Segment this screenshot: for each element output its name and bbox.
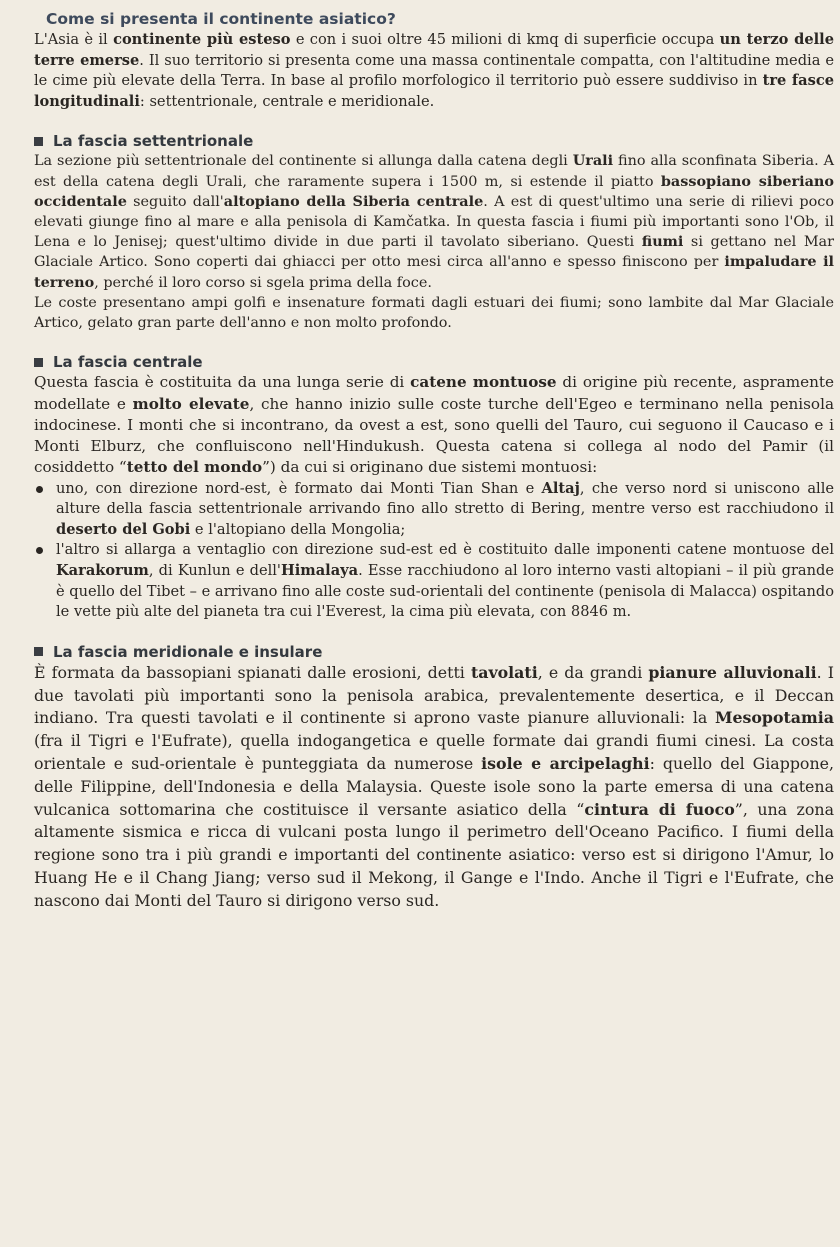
text-run: ”) da cui si originano due sistemi montuosi: (262, 458, 598, 477)
text-run: : quello del Giappone, delle Filippine, dell'Indonesia e della Malaysia. Queste isole sono la parte emersa di una catena vulcanica sottomarina che costituisce il versante asiatico della “ (34, 754, 834, 819)
bold-term: Karakorum (56, 562, 149, 580)
bold-term: deserto del Gobi (56, 520, 191, 538)
text-run: . I due tavolati più importanti sono la penisola arabica, prevalentemente desertica, e il Deccan indiano. Tra questi tavolati e il continente si aprono vaste pianure alluvionali: la (34, 662, 834, 728)
section-heading-text: La fascia settentrionale (53, 132, 254, 151)
square-bullet-icon (34, 358, 43, 367)
bold-term: Mesopotamia (714, 708, 834, 728)
bold-term: pianure alluvionali (648, 662, 817, 682)
section-heading-text: La fascia centrale (53, 353, 203, 372)
bold-term: tre fasce longitudinali (34, 72, 834, 110)
textbook-page (34, 10, 834, 913)
bold-term: tetto del mondo (126, 458, 263, 477)
section-south (34, 643, 834, 913)
text-run: l'altro si allarga a ventaglio con direzione sud-est ed è costituito dalle imponenti catene montuose del (56, 541, 834, 559)
list-item (34, 479, 834, 541)
mountain-systems-list (34, 479, 834, 623)
section-heading (34, 643, 834, 661)
bold-term: continente più esteso (113, 31, 291, 48)
text-run: seguito dall' (126, 193, 224, 210)
text-run: fino alla sconfinata Siberia. A est della catena degli Urali, che raramente supera i 1500 m, si estende il piatto (34, 153, 834, 190)
text-run: si gettano nel Mar Glaciale Artico. Sono coperti dai ghiacci per otto mesi circa all'anno e spesso finiscono per (34, 234, 835, 271)
list-item (34, 540, 834, 622)
bold-term: bassopiano siberiano occidentale (34, 172, 834, 210)
text-run: L'Asia è il (34, 31, 114, 48)
text-run: , che verso nord si uniscono alle alture della fascia settentrionale arrivando fino allo stretto di Bering, mentre verso est racchiudono il (56, 479, 835, 518)
text-run: e l'altopiano della Mongolia; (190, 520, 406, 538)
intro-paragraph (34, 30, 834, 112)
bold-term: un terzo delle terre emerse (34, 31, 834, 69)
bold-term: fiumi (641, 233, 684, 251)
bold-term: altopiano della Siberia centrale (223, 192, 484, 210)
square-bullet-icon (34, 137, 43, 146)
north-paragraph-1 (34, 151, 834, 292)
section-central (34, 353, 834, 623)
text-run: (fra il Tigri e l'Eufrate), quella indogangetica e quelle formate dai grandi fiumi cinesi. La costa orientale e sud-orientale è punteggiata da numerose (34, 731, 834, 774)
text-run: La sezione più settentrionale del continente si allunga dalla catena degli (34, 153, 573, 170)
intro-section (34, 10, 834, 112)
square-bullet-icon (34, 647, 43, 656)
text-run: di origine più recente, aspramente modellate e (34, 373, 835, 413)
question-title: Come si presenta il continente asiatico? (46, 10, 396, 28)
bold-term: Himalaya (280, 562, 359, 580)
south-paragraph-1 (34, 662, 834, 913)
round-bullet-icon (36, 486, 43, 493)
text-run: , perché il loro corso si sgela prima della foce. (94, 274, 432, 291)
section-north (34, 132, 834, 333)
bold-term: Urali (572, 152, 614, 170)
central-paragraph-1 (34, 372, 834, 478)
text-run: , e da grandi (537, 662, 649, 682)
text-run: . Esse racchiudono al loro interno vasti altopiani – il più grande è quello del Tibet – e arrivano fino alle coste sud-orientali del continente (penisola di Malacca) ospitando le vette più alte del pianeta tra cui l'Everest, la cima più elevata, con 8846 m. (56, 562, 834, 621)
text-run: , di Kunlun e dell' (148, 562, 281, 580)
section-heading (34, 353, 834, 371)
text-run: . Il suo territorio si presenta come una massa continentale compatta, con l'altitudine media e le cime più elevate della Terra. In base al profilo morfologico il territorio può essere suddiviso in (34, 51, 834, 90)
section-heading-text: La fascia meridionale e insulare (53, 642, 323, 661)
text-run: e con i suoi oltre 45 milioni di kmq di superficie occupa (290, 31, 720, 48)
north-paragraph-2: Le coste presentano ampi golfi e insenature formati dagli estuari dei fiumi; sono lambite dal Mar Glaciale Artico, gelato gran parte dell'anno e non molto profondo. (34, 294, 834, 331)
bold-term: impaludare il terreno (34, 253, 835, 291)
text-run: : settentrionale, centrale e meridionale. (139, 92, 435, 110)
bold-term: Altaj (541, 479, 580, 497)
text-run: . A est di quest'ultimo una serie di rilievi poco elevati giunge fino al mare e alla penisola di Kamčatka. In questa fascia i fiumi più importanti sono l'Ob, il Lena e lo Jenisej; quest'ultimo divide in due parti il tavolato siberiano. Questi (34, 193, 834, 251)
bold-term: tavolati (470, 662, 538, 682)
bold-term: molto elevate (132, 394, 250, 413)
text-run: Questa fascia è costituita da una lunga serie di (34, 373, 411, 392)
bold-term: catene montuose (410, 373, 557, 392)
round-bullet-icon (36, 547, 43, 554)
text-run: uno, con direzione nord-est, è formato dai Monti Tian Shan e (56, 479, 542, 497)
text-run: , che hanno inizio sulle coste turche dell'Egeo e terminano nella penisola indocinese. I monti che si incontrano, da ovest a est, sono quelli del Tauro, cui seguono il Caucaso e i Monti Elburz, che confluiscono nell'Hindukush. Questa catena si collega al nodo del Pamir (il cosiddetto “ (34, 394, 834, 477)
text-run: ”, una zona altamente sismica e ricca di vulcani posta lungo il perimetro dell'Oceano Pacifico. I fiumi della regione sono tra i più grandi e importanti del continente asiatico: verso est si dirigono l'Amur, lo Huang He e il Chang Jiang; verso sud il Mekong, il Gange e l'Indo. Anche il Tigri e l'Eufrate, che nascono dai Monti del Tauro si dirigono verso sud. (34, 799, 834, 910)
bold-term: cintura di fuoco (584, 799, 735, 819)
text-run: È formata da bassopiani spianati dalle erosioni, detti (34, 662, 471, 682)
section-heading (34, 132, 834, 150)
bold-term: isole e arcipelaghi (481, 754, 650, 774)
